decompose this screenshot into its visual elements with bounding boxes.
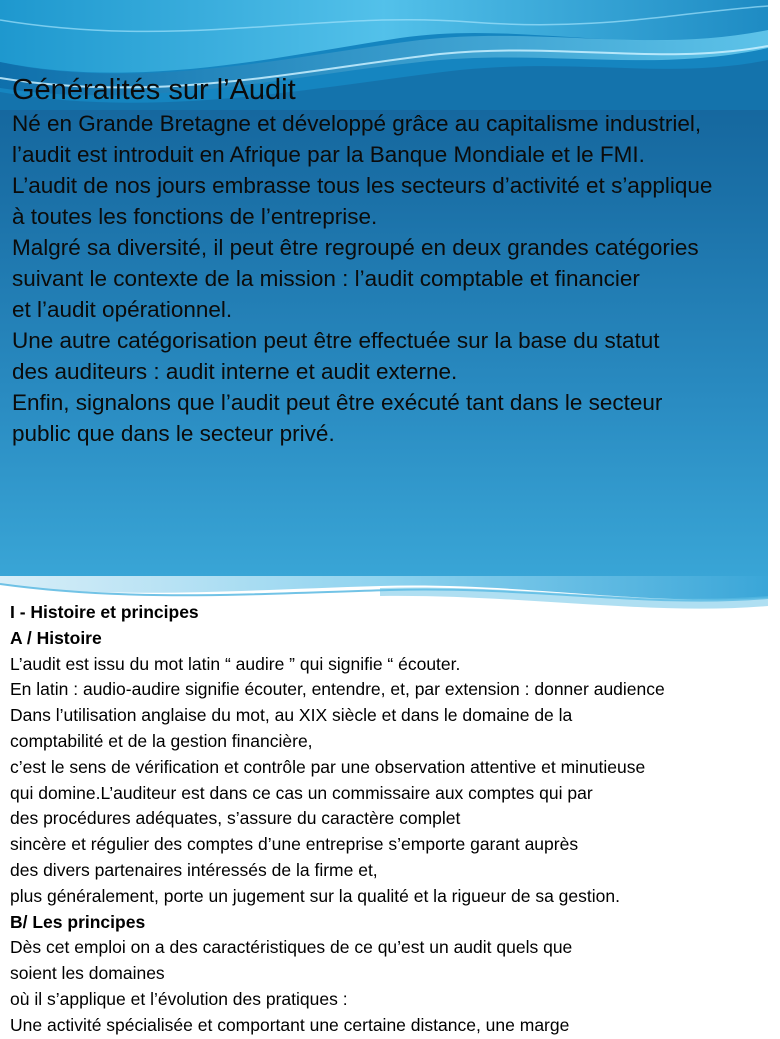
paragraph-line: suivant le contexte de la mission : l’audit comptable et financier	[12, 266, 640, 291]
paragraph-line: soient les domaines	[10, 963, 165, 984]
subsection-heading: A / Histoire	[10, 627, 102, 648]
paragraph-line: à toutes les fonctions de l’entreprise.	[12, 204, 378, 229]
paragraph-line: Enfin, signalons que l’audit peut être exécuté tant dans le secteur	[12, 390, 663, 415]
paragraph-line: Une activité spécialisée et comportant une certaine distance, une marge	[10, 1014, 570, 1035]
paragraph-line: et l’audit opérationnel.	[12, 297, 233, 322]
section-heading: I - Histoire et principes	[10, 602, 199, 622]
paragraph-line: Une autre catégorisation peut être effectuée sur la base du statut	[12, 328, 660, 353]
paragraph-line: L’audit de nos jours embrasse tous les secteurs d’activité et s’applique	[12, 173, 713, 198]
slide-title: Généralités sur l’Audit	[12, 74, 296, 106]
paragraph-line: où il s’applique et l’évolution des pratiques :	[10, 988, 348, 1009]
paragraph-line: comptabilité et de la gestion financière,	[10, 730, 313, 751]
paragraph-line: public que dans le secteur privé.	[12, 421, 335, 446]
paragraph-line: Dès cet emploi on a des caractéristiques de ce qu’est un audit quels que	[10, 937, 573, 958]
paragraph-line: des divers partenaires intéressés de la firme et,	[10, 859, 378, 880]
paragraph-line: l’audit est introduit en Afrique par la Banque Mondiale et le FMI.	[12, 142, 645, 167]
paragraph-line: sincère et régulier des comptes d’une entreprise s’emporte garant auprès	[10, 834, 579, 855]
paragraph-line: plus généralement, porte un jugement sur la qualité et la rigueur de sa gestion.	[10, 885, 620, 906]
paragraph-line: c’est le sens de vérification et contrôle par une observation attentive et minutieuse	[10, 756, 646, 777]
slide-2-text	[10, 600, 780, 1039]
paragraph-line: Malgré sa diversité, il peut être regroupé en deux grandes catégories	[12, 235, 699, 260]
paragraph-line: Né en Grande Bretagne et développé grâce au capitalisme industriel,	[12, 111, 702, 136]
paragraph-line: En latin : audio-audire signifie écouter, entendre, et, par extension : donner audience	[10, 679, 665, 700]
slide-2	[0, 576, 768, 1035]
paragraph-line: L’audit est issu du mot latin “ audire ” qui signifie “ écouter.	[10, 653, 461, 674]
subsection-heading: B/ Les principes	[10, 911, 146, 932]
paragraph-line: des procédures adéquates, s’assure du caractère complet	[10, 808, 461, 829]
paragraph-line: des auditeurs : audit interne et audit externe.	[12, 359, 458, 384]
slide-1-text	[12, 72, 772, 449]
paragraph-line: Dans l’utilisation anglaise du mot, au XIX siècle et dans le domaine de la	[10, 705, 573, 726]
paragraph-line: qui domine.L’auditeur est dans ce cas un commissaire aux comptes qui par	[10, 782, 593, 803]
